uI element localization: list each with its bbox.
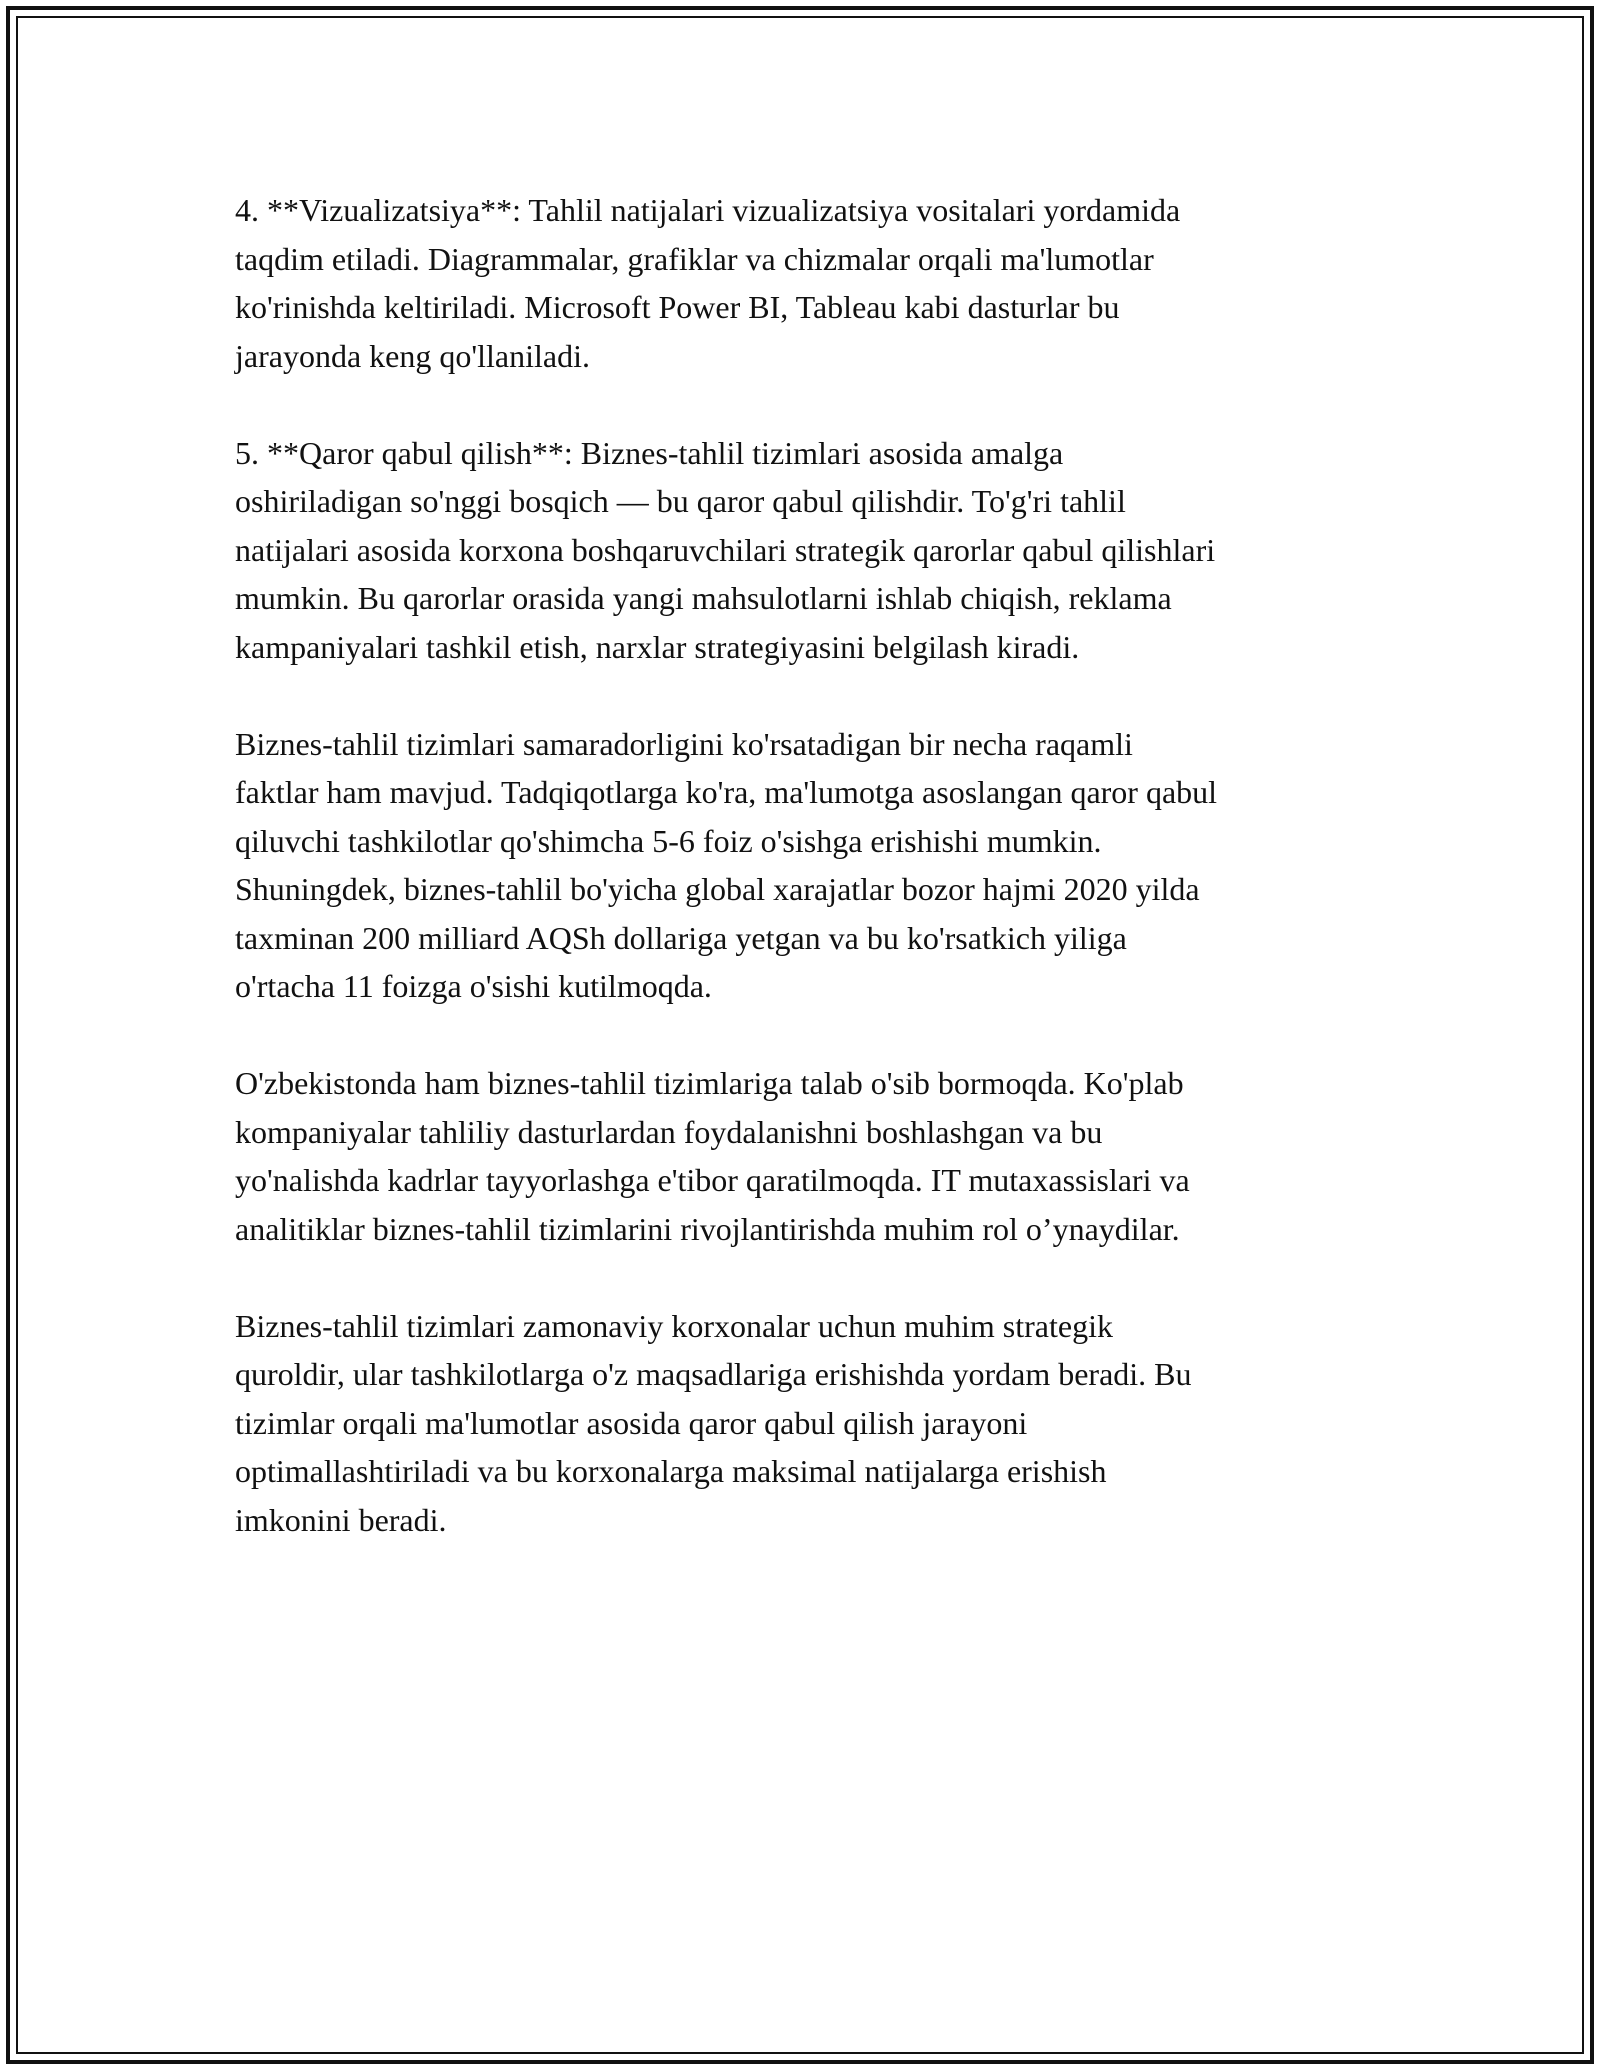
paragraph-statistics: Biznes-tahlil tizimlari samaradorligini ko'rsatadigan bir necha raqamli faktlar ham mavjud. Tadqiqotlarga ko'ra, ma'lumotga asoslangan qaror qabul qiluvchi tashkilotlar qo'shimcha 5-6 foiz o'sishga erishishi mumkin. Shuningdek, biznes-tahlil bo'yicha global xarajatlar bozor hajmi 2020 yilda taxminan 200 milliard AQSh dollariga yetgan va bu ko'rsatkich yiliga o'rtacha 11 foizga o'sishi kutilmoqda.: [235, 725, 1218, 1004]
paragraph-uzbekistan: O'zbekistonda ham biznes-tahlil tizimlariga talab o'sib bormoqda. Ko'plab kompaniyalar tahliliy dasturlardan foydalanishni boshlashgan va bu yo'nalishda kadrlar tayyorlashga e'tibor qaratilmoqda. IT mutaxassislari va analitiklar biznes-tahlil tizimlarini rivojlantirishda muhim rol o’ynaydilar.: [235, 1065, 1190, 1247]
paragraph-conclusion: Biznes-tahlil tizimlari zamonaviy korxonalar uchun muhim strategik quroldir, ular tashkilotlarga o'z maqsadlariga erishishda yordam beradi. Bu tizimlar orqali ma'lumotlar asosida qaror qabul qilish jarayoni optimallashtiriladi va bu korxonalarga maksimal natijalarga erishish imkonini beradi.: [235, 1307, 1192, 1538]
paragraph-decision-making: 5. **Qaror qabul qilish**: Biznes-tahlil tizimlari asosida amalga oshiriladigan so'nggi bosqich — bu qaror qabul qilishdir. To'g'ri tahlil natijalari asosida korxona boshqaruvchilari strategik qarorlar qabul qilishlari mumkin. Bu qarorlar orasida yangi mahsulotlarni ishlab chiqish, reklama kampaniyalari tashkil etish, narxlar strategiyasini belgilash kiradi.: [235, 434, 1216, 665]
paragraph-visualization: 4. **Vizualizatsiya**: Tahlil natijalari vizualizatsiya vositalari yordamida taqdim etiladi. Diagrammalar, grafiklar va chizmalar orqali ma'lumotlar ko'rinishda keltiriladi. Microsoft Power BI, Tableau kabi dasturlar bu jarayonda keng qo'llaniladi.: [235, 192, 1181, 374]
document-body: [235, 186, 1385, 1593]
